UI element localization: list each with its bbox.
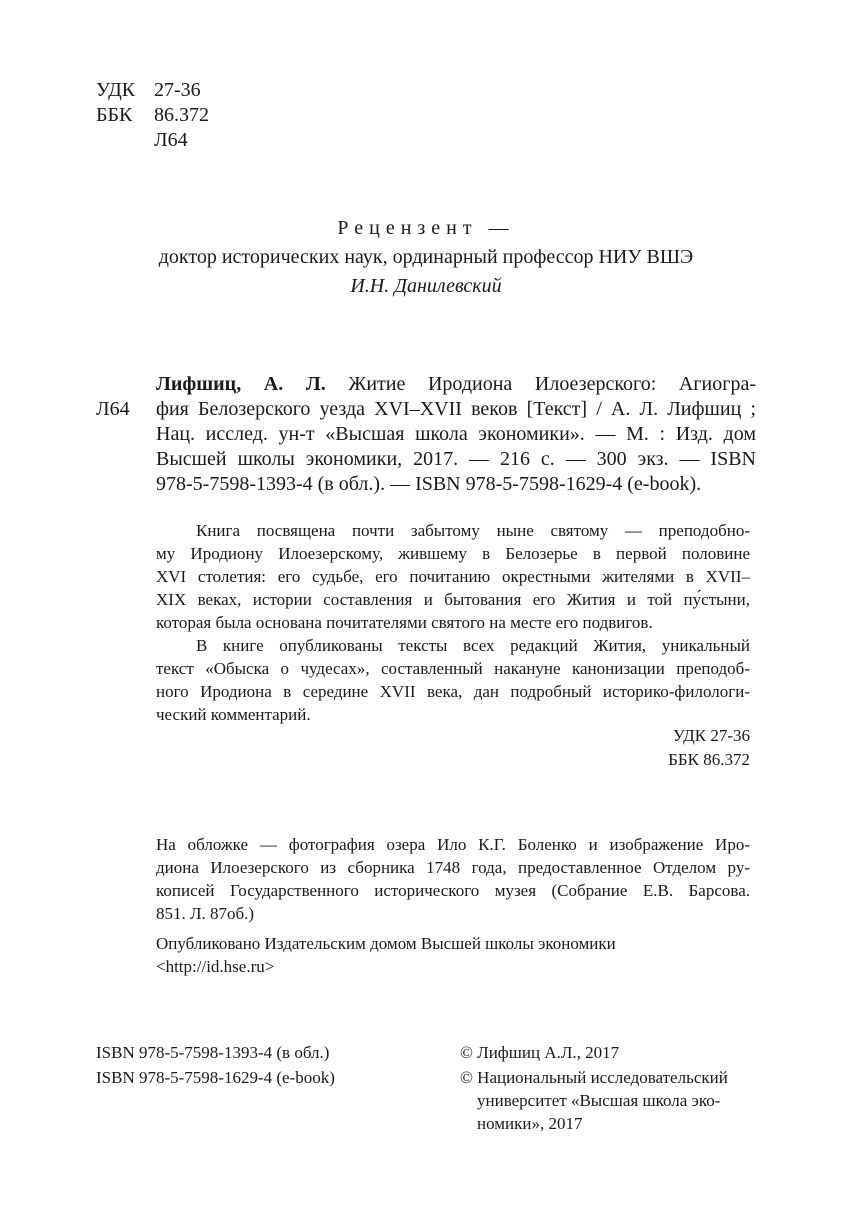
reviewer-title: доктор исторических наук, ординарный профессор НИУ ВШЭ (158, 246, 694, 268)
copyright-author: © Лифшиц А.Л., 2017 (460, 1043, 620, 1062)
cover-note-line: 851. Л. 87об.) (156, 904, 255, 923)
udk-row (96, 78, 201, 102)
copyright-publisher: © Национальный исследовательский (460, 1068, 728, 1087)
bbk-value: 86.372 (154, 104, 209, 126)
reviewer-label: Рецензент — (337, 217, 515, 239)
bibliography-code: Л64 (96, 398, 130, 420)
author-mark-value: Л64 (154, 129, 188, 151)
cover-note-line: диона Илоезерского из сборника 1748 года, предоставленное Отделом ру- (156, 858, 750, 877)
bibliography-line: фия Белозерского уезда XVI–XVII веков [Текст] / А. Л. Лифшиц ; (156, 398, 756, 420)
author-mark-row (96, 128, 188, 152)
copyright-publisher-cont: университет «Высшая школа эко- (477, 1091, 721, 1110)
bibliography-line: Высшей школы экономики, 2017. — 216 с. — 300 экз. — ISBN (156, 448, 756, 470)
bbk-row (96, 103, 209, 127)
annotation-line: текст «Обыска о чудесах», составленный накануне канонизации преподоб- (156, 659, 750, 678)
annotation-line: му Иродиону Илоезерскому, жившему в Белозерье в первой половине (156, 544, 750, 563)
bibliography-line (156, 372, 756, 397)
isbn-print: ISBN 978-5-7598-1393-4 (в обл.) (96, 1043, 330, 1062)
annotation-line: В книге опубликованы тексты всех редакций Жития, уникальный (196, 636, 750, 655)
annotation-line: XIX веках, истории составления и бытования его Жития и той пу́стыни, (156, 590, 750, 609)
publisher-url: <http://id.hse.ru> (156, 957, 275, 976)
bibliography-title-start: Житие Иродиона Илоезерского: Агиогра- (325, 373, 757, 395)
publisher-line: Опубликовано Издательским домом Высшей школы экономики (156, 934, 616, 953)
annotation-line: ного Иродиона в середине XVII века, дан подробный историко-филологи- (156, 682, 750, 701)
annotation-line: Книга посвящена почти забытому ныне святому — преподобно- (196, 521, 750, 540)
udk-value: 27-36 (154, 79, 201, 101)
cover-note-line: На обложке — фотография озера Ило К.Г. Боленко и изображение Иро- (156, 835, 750, 854)
isbn-ebook: ISBN 978-5-7598-1629-4 (e-book) (96, 1068, 335, 1087)
cover-note-line: кописей Государственного исторического музея (Собрание Е.В. Барсова. (156, 881, 750, 900)
annotation-udk: УДК 27-36 (672, 726, 750, 745)
bibliography-author: Лифшиц, А. Л. (156, 373, 326, 395)
reviewer-name: И.Н. Данилевский (350, 275, 502, 297)
annotation-bbk: ББК 86.372 (668, 750, 750, 769)
copyright-publisher-cont: номики», 2017 (477, 1114, 583, 1133)
annotation-line: XVI столетия: его судьбе, его почитанию окрестными жителями в XVII– (156, 567, 750, 586)
bbk-key: ББК (96, 104, 133, 126)
annotation-line: ческий комментарий. (156, 705, 311, 724)
annotation-line: которая была основана почитателями святого на месте его подвигов. (156, 613, 653, 632)
bibliography-line: 978-5-7598-1393-4 (в обл.). — ISBN 978-5-7598-1629-4 (e-book). (156, 473, 702, 495)
bibliography-line: Нац. исслед. ун-т «Высшая школа экономики». — М. : Изд. дом (156, 423, 756, 445)
udk-key: УДК (96, 79, 136, 101)
